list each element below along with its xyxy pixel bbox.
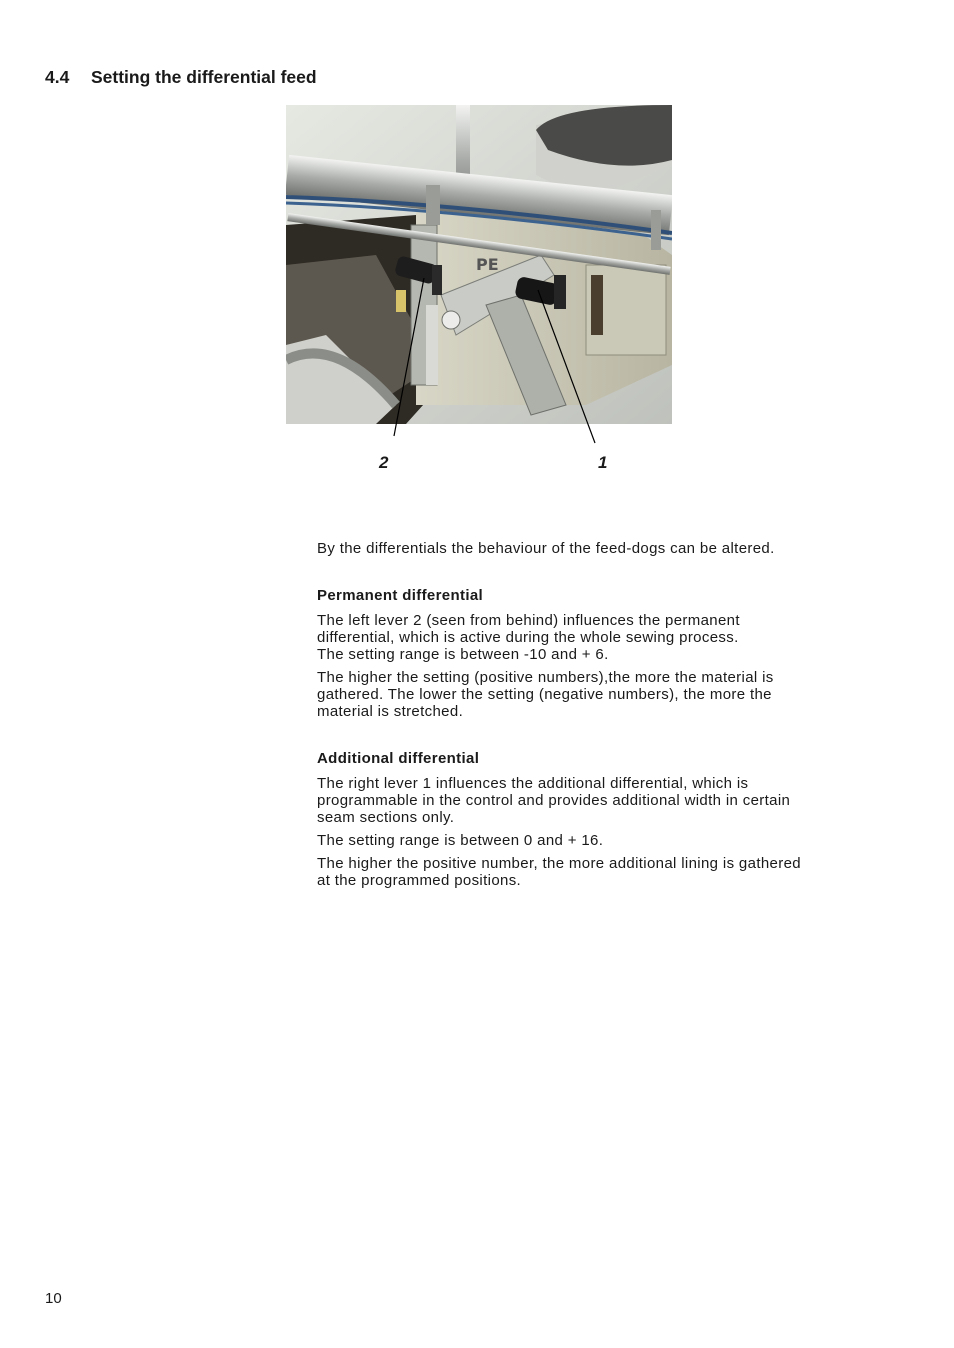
additional-p3-line1: The higher the positive number, the more additional lining is gathered	[317, 855, 801, 872]
callout-label-2: 2	[379, 453, 389, 472]
permanent-p1-line1: The left lever 2 (seen from behind) influences the permanent	[317, 612, 740, 629]
intro-text: By the differentials the behaviour of the feed-dogs can be altered.	[317, 540, 775, 557]
permanent-section	[317, 587, 877, 726]
additional-paragraph-2: The setting range is between 0 and + 16.	[317, 832, 604, 849]
page-number: 10	[45, 1290, 62, 1307]
section-heading	[45, 67, 317, 88]
additional-section	[317, 750, 877, 895]
permanent-p2-line3: material is stretched.	[317, 703, 464, 720]
callout-label-1: 1	[598, 453, 608, 472]
machine-photo-illustration	[286, 105, 672, 424]
additional-paragraph-1	[317, 775, 877, 826]
additional-p3-line2: at the programmed positions.	[317, 872, 522, 889]
machine-photo	[286, 105, 672, 424]
additional-heading: Additional differential	[317, 750, 480, 767]
additional-p1-line3: seam sections only.	[317, 809, 455, 826]
permanent-paragraph-2	[317, 669, 877, 720]
additional-paragraph-3	[317, 855, 877, 889]
intro-paragraph	[317, 540, 877, 563]
section-number: 4.4	[45, 67, 70, 87]
additional-p1-line2: programmable in the control and provides additional width in certain	[317, 792, 791, 809]
permanent-heading: Permanent differential	[317, 587, 484, 604]
section-title: Setting the differential feed	[91, 67, 317, 87]
svg-text:PE: PE	[476, 255, 499, 274]
permanent-p2-line2: gathered. The lower the setting (negative numbers), the more the	[317, 686, 772, 703]
permanent-p1-line2: differential, which is active during the whole sewing process.	[317, 629, 739, 646]
permanent-p1-line3: The setting range is between -10 and + 6.	[317, 646, 609, 663]
permanent-p2-line1: The higher the setting (positive numbers),the more the material is	[317, 669, 774, 686]
additional-p1-line1: The right lever 1 influences the additional differential, which is	[317, 775, 749, 792]
permanent-paragraph-1	[317, 612, 877, 663]
